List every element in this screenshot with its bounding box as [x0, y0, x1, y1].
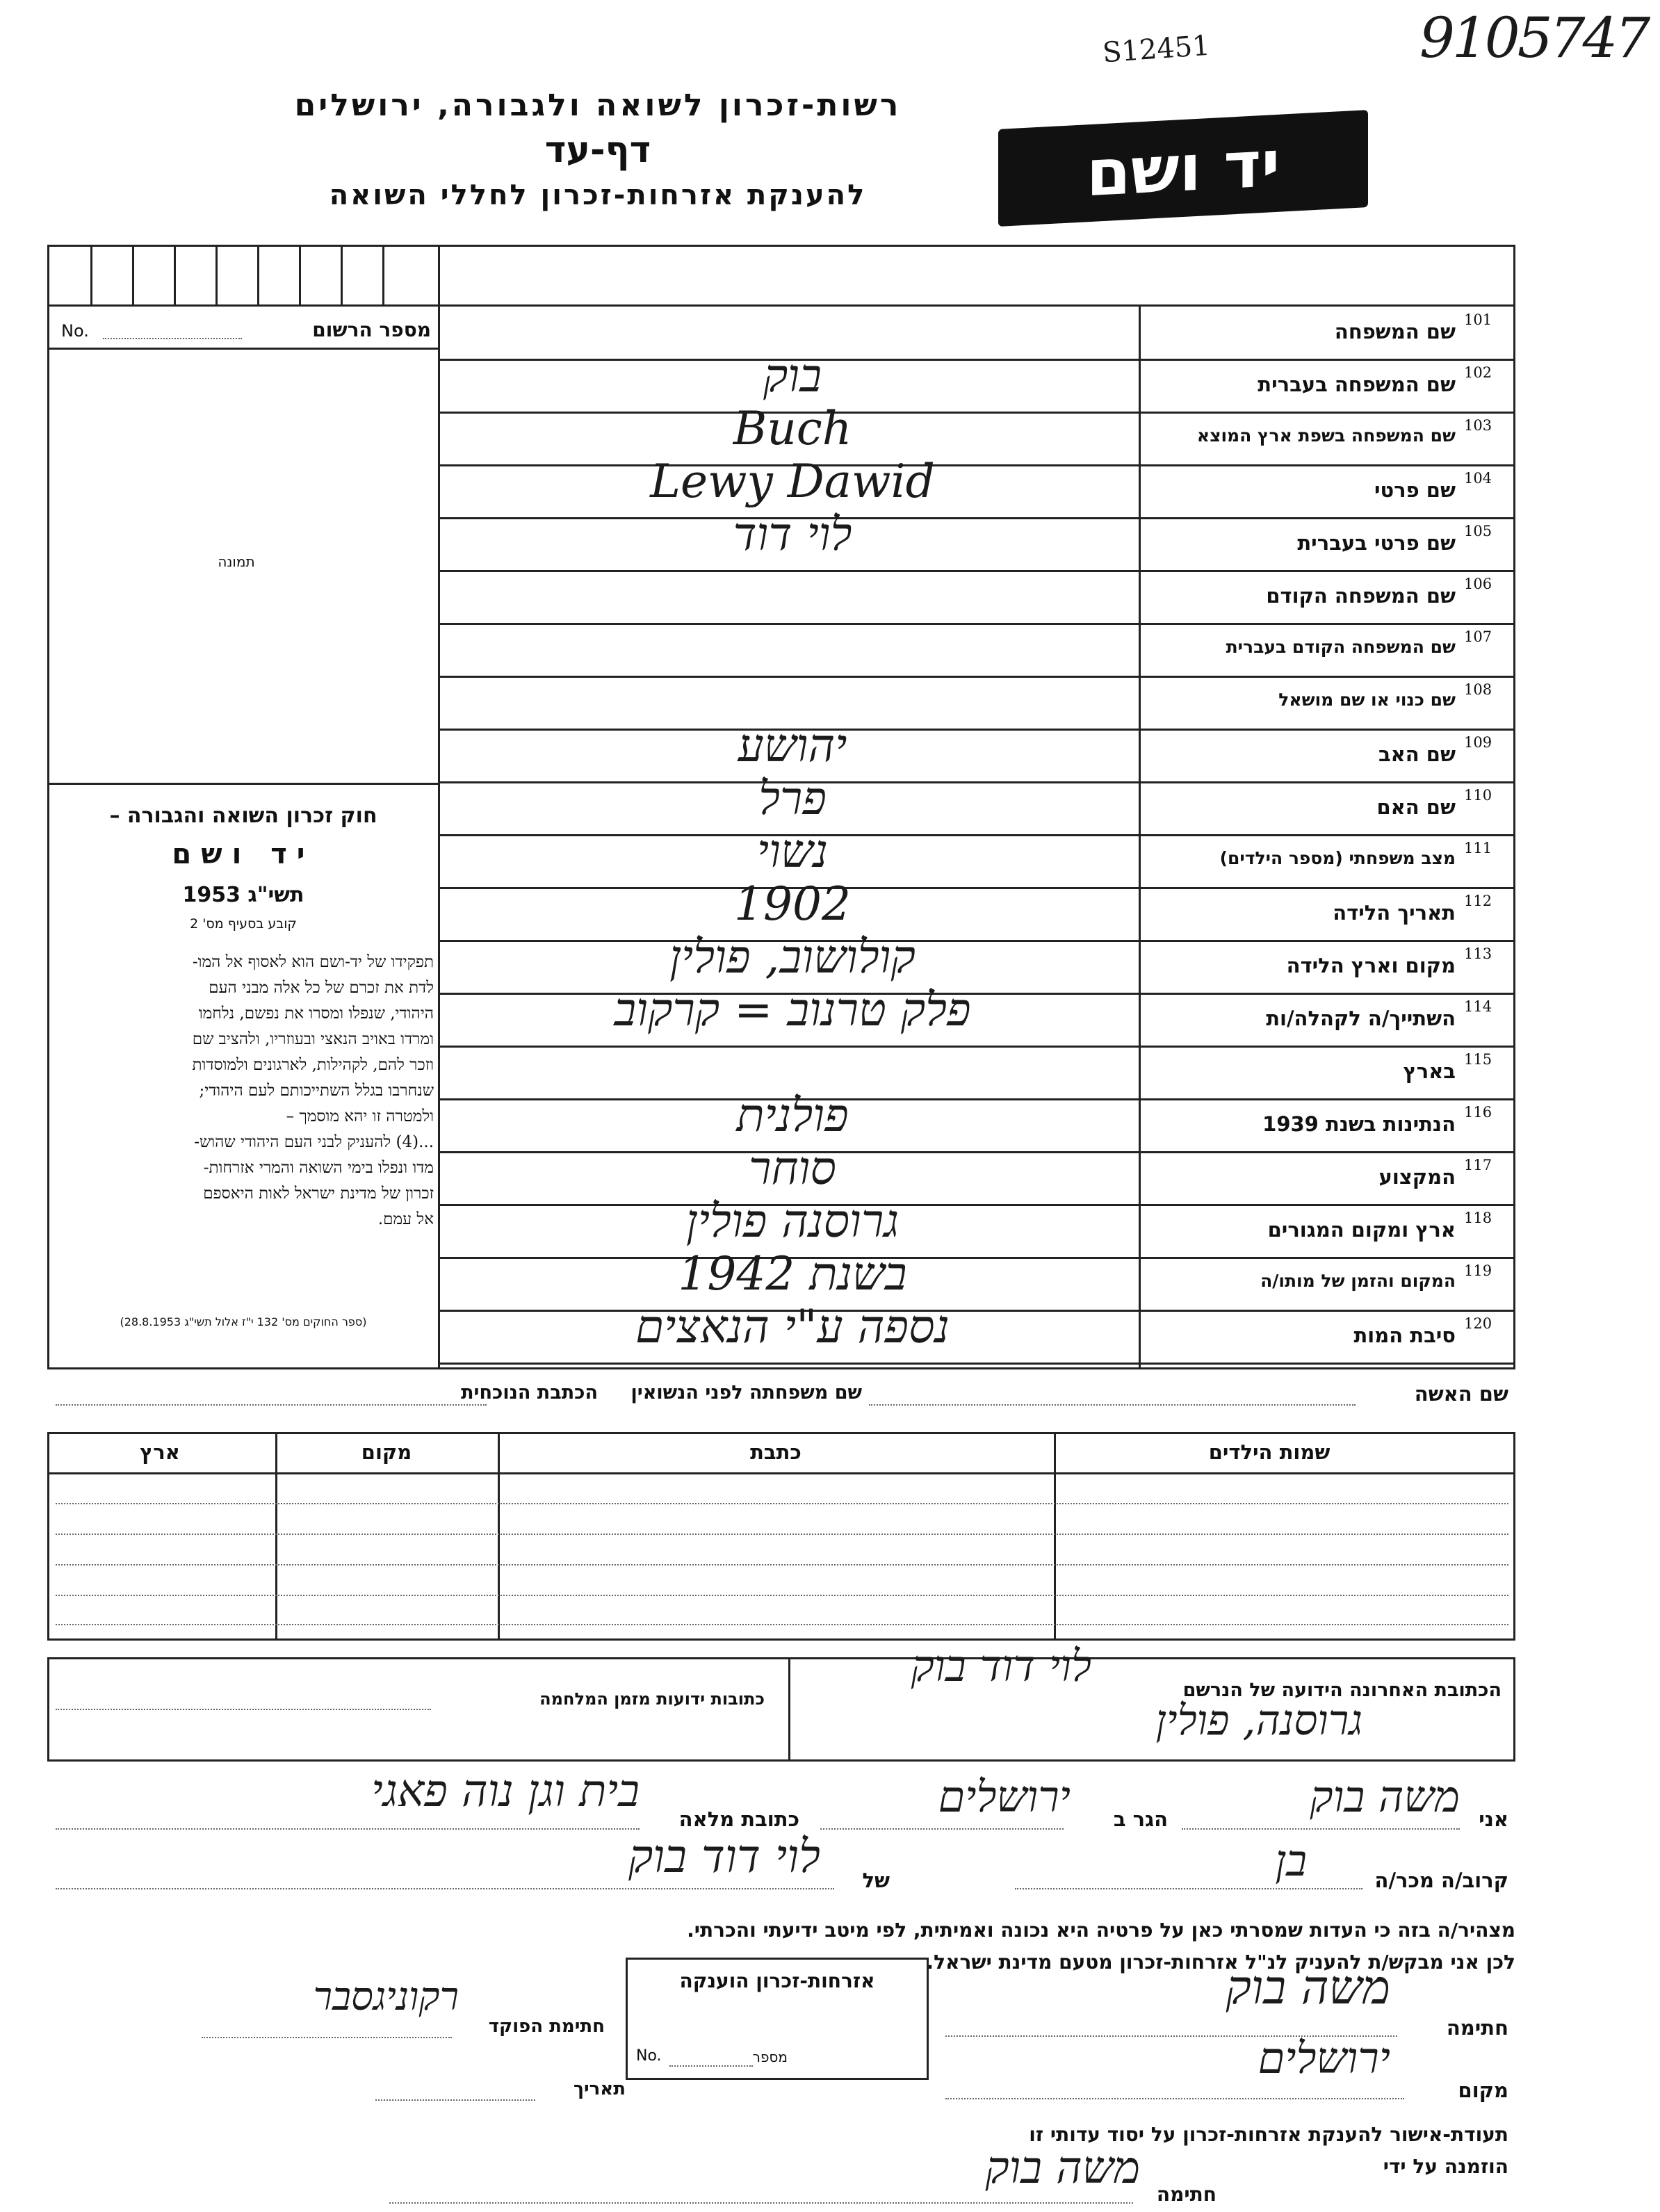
field-label: שם המשפחה בשפת ארץ המוצא	[1196, 425, 1456, 446]
field-number: 114	[1464, 998, 1492, 1015]
law-text-line: וזכר להם, לקהילות, לארגונים ולמוסדות	[192, 1056, 434, 1074]
law-text-line: ולמטרה זו יהא מוסמך –	[286, 1107, 434, 1125]
stamp-box-no: No.	[636, 2047, 662, 2065]
field-number: 101	[1464, 311, 1492, 328]
resident-label: הגר ב	[1113, 1807, 1168, 1831]
law-text	[51, 950, 434, 1233]
officer-signature-value: רקוניגסבר	[313, 1974, 459, 2019]
row-divider	[440, 1363, 1515, 1365]
field-number: 115	[1464, 1051, 1492, 1068]
field-value: נשוי	[756, 824, 829, 878]
signature-label: חתימה	[1446, 2016, 1508, 2040]
law-footnote: (ספר החוקים מס' 132 י"ז אלול תשי"ג 28.8.1953)	[120, 1315, 367, 1328]
signature-value: משה בוק	[1226, 1960, 1390, 2015]
field-value: Lewy Dawid	[650, 455, 935, 508]
field-value: בוק	[763, 349, 822, 402]
law-text-line: מדו ונפלו בימי השואה והמרי אזרחות-	[203, 1159, 434, 1177]
field-label: סיבת המות	[1353, 1324, 1456, 1347]
officer-signature-label: חתימת הפוקד	[488, 2016, 605, 2037]
field-value: בשנת 1942	[678, 1247, 907, 1301]
law-section: קובע בסעיף מס' 2	[190, 916, 297, 932]
form-title: דף-עד	[544, 129, 651, 171]
registration-no-prefix: No.	[61, 321, 89, 341]
full-address-label: כתובת מלאה	[678, 1807, 799, 1831]
field-value: יהושע	[738, 719, 847, 772]
law-text-line: זכרון של מדינת ישראל לאות היאספם	[203, 1185, 434, 1203]
field-value: קולושוב, פולין	[669, 930, 916, 984]
stamp-box-title: אזרחות-זכרון הוענקה	[679, 1969, 875, 1992]
date-label: תאריך	[573, 2079, 626, 2099]
row-divider	[440, 676, 1515, 678]
statement-1: מצהיר/ה בזה כי העדות שמסרתי כאן על פרטיה היא נכונה ואמיתית, לפי מיטב ידיעתי והכרתי.	[687, 1919, 1515, 1942]
row-divider	[440, 1046, 1515, 1048]
yad-vashem-logo	[998, 110, 1368, 227]
field-number: 117	[1464, 1157, 1492, 1173]
field-label: שם כנוי או שם מושאל	[1278, 690, 1456, 710]
form-subtitle: להענקת אזרחות-זכרון לחללי השואה	[329, 179, 867, 211]
field-number: 120	[1464, 1315, 1492, 1332]
of-label: של	[862, 1869, 890, 1892]
field-label: שם המשפחה בעברית	[1258, 373, 1456, 396]
field-label: שם האם	[1376, 795, 1456, 819]
stamp-box-number-label: מספר	[752, 2049, 788, 2065]
law-text-line: לדת את זכרם של כל אלה מבני העם	[209, 979, 434, 997]
children-header-names: שמות הילדים	[1208, 1440, 1331, 1464]
field-label: המקום והזמן של מותו/ה	[1260, 1271, 1456, 1291]
field-number: 118	[1464, 1210, 1492, 1226]
field-number: 116	[1464, 1104, 1492, 1121]
field-number: 113	[1464, 945, 1492, 962]
logo-text: יד ושם	[1086, 126, 1280, 211]
row-divider	[440, 623, 1515, 625]
of-value: לוי דוד בוק	[628, 1830, 820, 1883]
registration-label: מספר הרשום	[312, 318, 431, 341]
resident-value: ירושלים	[938, 1771, 1071, 1822]
field-number: 105	[1464, 523, 1492, 539]
archive-number: 9105747	[1419, 6, 1648, 70]
citizenship-stamp-box	[626, 1958, 929, 2080]
declarant-i-label: אני	[1479, 1807, 1508, 1831]
law-text-line: אל עמם.	[377, 1210, 434, 1228]
maiden-name-label: שם משפחתה לפני הנשואין	[630, 1382, 862, 1404]
field-number: 102	[1464, 364, 1492, 381]
field-number: 104	[1464, 470, 1492, 487]
place-value: ירושלים	[1258, 2033, 1390, 2083]
field-value: פלק טרנוב = קרקוב	[614, 983, 971, 1036]
field-value: Buch	[733, 402, 852, 455]
law-title: חוק זכרון השואה והגבורה –	[109, 804, 377, 828]
last-address-label: הכתובת האחרונה הידועה של הנרשם	[1182, 1680, 1502, 1701]
authority-title: רשות-זכרון לשואה ולגבורה, ירושלים	[294, 88, 902, 123]
law-text-line: ומרדו באויב הנאצי ובעוזריו, ולהציב שם	[192, 1030, 434, 1048]
stamp-code: S12451	[1101, 29, 1212, 70]
field-number: 103	[1464, 417, 1492, 434]
bottom-signature-label: חתימה	[1156, 2183, 1216, 2206]
field-number: 106	[1464, 576, 1492, 592]
field-value: לוי דוד	[733, 507, 852, 561]
field-value: סוחר	[749, 1141, 836, 1195]
field-number: 109	[1464, 734, 1492, 751]
law-text-line: תפקידו של יד-ושם הוא לאסוף אל המו-	[192, 953, 434, 971]
law-text-line: ...(4) להעניק לבני העם היהודי שהוש-	[194, 1133, 434, 1151]
field-number: 108	[1464, 681, 1492, 698]
field-value: פרל	[758, 772, 827, 825]
field-label: ארץ ומקום המגורים	[1267, 1218, 1456, 1242]
law-text-line: היהודי, שנפלו ומסרו את נפשם, נלחמו	[198, 1005, 434, 1023]
bottom-signature-value: משה בוק	[985, 2142, 1140, 2194]
last-address-value-2: גרוסנה, פולין	[1155, 1696, 1362, 1745]
field-label: שם פרטי בעברית	[1297, 531, 1456, 555]
known-addresses-label: כתובות ידועות מזמן המלחמה	[539, 1689, 765, 1709]
children-header-place: מקום	[361, 1440, 412, 1464]
photo-label: תמונה	[218, 553, 255, 570]
field-label: תאריך הלידה	[1333, 901, 1456, 925]
row-divider	[440, 570, 1515, 572]
declarant-name: משה בוק	[1310, 1771, 1460, 1822]
last-address-value-1: לוי דוד בוק	[911, 1641, 1091, 1691]
field-label: שם פרטי	[1374, 478, 1456, 502]
current-address-label: הכתבת הנוכחית	[461, 1382, 598, 1404]
field-value: 1902	[734, 877, 851, 931]
field-label: שם המשפחה הקודם בעברית	[1226, 637, 1456, 657]
issued-by-label: הוזמנה על ידי	[1383, 2155, 1508, 2178]
relative-label: קרוב/ה מכר/ה	[1374, 1869, 1508, 1892]
law-name: יד ושם	[172, 838, 315, 870]
field-number: 119	[1464, 1262, 1492, 1279]
wife-label: שם האשה	[1414, 1382, 1508, 1406]
full-address-value: בית וגן נוה פאגי	[371, 1766, 640, 1817]
field-value: גרוסנה פולין	[685, 1194, 900, 1248]
field-label: מקום וארץ הלידה	[1286, 954, 1456, 977]
certificate-line: תעודת-אישור להענקת אזרחות-זכרון על יסוד עדותי זו	[1029, 2123, 1508, 2146]
field-number: 111	[1464, 840, 1492, 856]
field-value: נספה ע"י הנאצים	[635, 1300, 950, 1353]
field-number: 110	[1464, 787, 1492, 804]
field-label: בארץ	[1403, 1059, 1456, 1083]
children-header-country: ארץ	[140, 1440, 180, 1464]
relative-value: בן	[1275, 1835, 1307, 1886]
field-label: שם האב	[1378, 742, 1456, 766]
children-header-address: כתבת	[750, 1440, 801, 1464]
field-label: הנתינות בשנת 1939	[1262, 1112, 1456, 1136]
field-label: מצב משפחתי (מספר הילדים)	[1219, 848, 1456, 868]
field-value: פולנית	[736, 1089, 849, 1142]
law-year: תשי"ג 1953	[182, 883, 304, 907]
law-text-line: שנחרבו בגלל השתייכותם לעם היהודי;	[199, 1082, 434, 1100]
field-number: 107	[1464, 628, 1492, 645]
place-label: מקום	[1458, 2079, 1508, 2102]
field-label: השתייך/ה לקהלה/ות	[1266, 1007, 1456, 1030]
field-label: שם המשפחה	[1334, 320, 1456, 343]
field-label: המקצוע	[1378, 1165, 1456, 1189]
field-label: שם המשפחה הקודם	[1266, 584, 1456, 608]
field-number: 112	[1464, 893, 1492, 909]
statement-2: לכן אני מבקש/ת להעניק לנ"ל אזרחות-זכרון מטעם מדינת ישראל.	[926, 1951, 1515, 1974]
